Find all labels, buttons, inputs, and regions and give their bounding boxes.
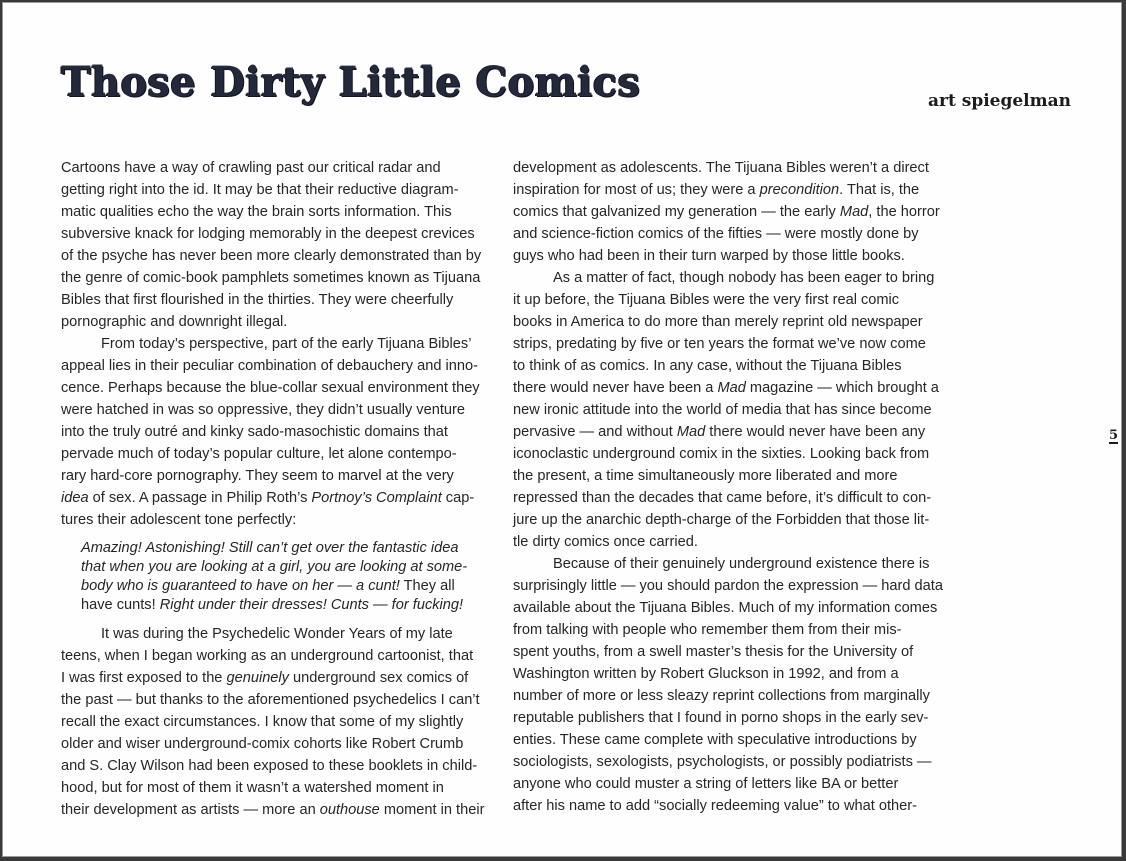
text-line: teens, when I began working as an underground cartoonist, that [61,648,474,664]
italic-text: Mad [676,424,706,440]
italic-text: that when you are looking at a girl, you are looking at some- [81,559,468,575]
text-line: jure up the anarchic depth-charge of the Forbidden that those lit- [513,512,930,528]
italic-text: body who is guaranteed to have on her — a cunt! [81,578,400,594]
text-line [513,421,943,443]
text-line [81,539,493,558]
text-line: older and wiser underground-comix cohorts like Robert Crumb [61,736,464,752]
text-line: from talking with people who remember them from their mis- [513,622,902,638]
text-line: available about the Tijuana Bibles. Much of my information comes [513,600,938,616]
text-line: after his name to add “socially redeeming value” to what other- [513,798,917,814]
text-line: repressed than the decades that came before, it’s difficult to con- [513,490,932,506]
text-line: into the truly outré and kinky sado-masochistic domains that [61,424,448,440]
text-line: the genre of comic-book pamphlets sometimes known as Tijuana [61,270,481,286]
text-run: I was first exposed to the [61,670,227,686]
text-line: sociologists, sexologists, psychologists, or possibly podiatrists — [513,754,932,770]
italic-text: genuinely [226,670,289,686]
text-run: , the horror [868,204,940,220]
text-line [513,179,943,201]
block-quote [81,539,493,615]
text-run: underground sex comics of [288,670,469,686]
text-line: appeal lies in their peculiar combination of debauchery and inno- [61,358,478,374]
text-line: strips, predating by five or ten years the format we’ve now come [513,336,926,352]
text-line: Bibles that first flourished in the thirties. They were cheerfully [61,292,454,308]
text-line [61,487,493,509]
text-line: reputable publishers that I found in porno shops in the early sev- [513,710,929,726]
text-line: development as adolescents. The Tijuana Bibles weren’t a direct [513,160,929,176]
italic-text: Mad [839,204,869,220]
text-line: of the psyche has never been more clearly demonstrated than by [61,248,482,264]
text-line [81,577,493,596]
text-run: of sex. A passage in Philip Roth’s [88,490,312,506]
left-column-continued [61,623,493,821]
text-line [81,596,493,615]
text-line [61,667,493,689]
text-line: tle dirty comics once carried. [513,534,698,550]
text-line [513,377,943,399]
text-line: Because of their genuinely underground existence there is [553,556,930,572]
book-page [2,2,1122,857]
italic-text: Mad [717,380,746,396]
italic-text: idea [61,490,89,506]
italic-text: Portnoy’s Complaint [311,490,442,506]
text-column-right [513,157,943,817]
text-line: guys who had been in their turn warped by those little books. [513,248,905,264]
left-column-body [61,157,493,531]
text-line: pervade much of today’s popular culture, let alone contempo- [61,446,457,462]
text-line: It was during the Psychedelic Wonder Years of my late [101,626,453,642]
text-run: . That is, the [839,182,920,198]
text-line: new ironic attitude into the world of media that has since become [513,402,932,418]
text-line: books in America to do more than merely reprint old newspaper [513,314,923,330]
author-byline: art spiegelman [928,91,1071,111]
text-line: surprisingly little — you should pardon the expression — hard data [513,578,943,594]
text-line [513,201,943,223]
italic-text: precondition [759,182,840,198]
text-line: From today’s perspective, part of the early Tijuana Bibles’ [101,336,472,352]
text-line: spent youths, from a swell master’s thesis for the University of [513,644,914,660]
text-run: moment in their [379,802,485,818]
text-line: pornographic and downright illegal. [61,314,288,330]
text-line: and science-fiction comics of the fifties — were mostly done by [513,226,919,242]
text-run: pervasive — and without [513,424,677,440]
text-run: magazine — which brought a [745,380,939,396]
text-line: Cartoons have a way of crawling past our critical radar and [61,160,441,176]
text-line: hood, but for most of them it wasn’t a watershed moment in [61,780,444,796]
text-line: subversive knack for lodging memorably in the deepest crevices [61,226,475,242]
text-run: there would never have been any [705,424,926,440]
text-line: matic qualities echo the way the brain sorts information. This [61,204,452,220]
italic-text: outhouse [319,802,380,818]
text-line: it up before, the Tijuana Bibles were the very first real comic [513,292,900,308]
text-run: there would never have been a [513,380,718,396]
text-run: cap- [441,490,475,506]
text-line: getting right into the id. It may be that their reductive diagram- [61,182,459,198]
text-line: anyone who could muster a string of letters like BA or better [513,776,899,792]
text-run: their development as artists — more an [61,802,320,818]
text-line: number of more or less sleazy reprint collections from marginally [513,688,930,704]
text-line: to think of as comics. In any case, without the Tijuana Bibles [513,358,902,374]
text-line [61,799,493,821]
text-run: comics that galvanized my generation — the early [513,204,840,220]
italic-text: Amazing! Astonishing! Still can’t get over the fantastic idea [81,540,459,556]
text-run: They all [399,578,455,594]
text-column-left [61,157,493,821]
text-line: the past — but thanks to the aforementioned psychedelics I can’t [61,692,480,708]
text-line: recall the exact circumstances. I know that some of my slightly [61,714,464,730]
text-run: inspiration for most of us; they were a [513,182,760,198]
text-line [81,558,493,577]
text-line: As a matter of fact, though nobody has been eager to bring [553,270,935,286]
text-line: and S. Clay Wilson had been exposed to these booklets in child- [61,758,478,774]
italic-text: Right under their dresses! Cunts — for fucking! [159,597,464,613]
text-line: Washington written by Robert Gluckson in 1992, and from a [513,666,899,682]
article-title: Those Dirty Little Comics [61,59,641,106]
text-line: enties. These came complete with speculative introductions by [513,732,917,748]
text-line: rary hard-core pornography. They seem to marvel at the very [61,468,454,484]
text-line: the present, a time simultaneously more liberated and more [513,468,898,484]
page-number: 5 [1109,428,1119,443]
text-line: cence. Perhaps because the blue-collar sexual environment they [61,380,480,396]
text-line: iconoclastic underground comix in the sixties. Looking back from [513,446,930,462]
text-run: have cunts! [81,597,160,613]
text-line: were hatched in was so oppressive, they didn’t usually venture [61,402,465,418]
text-line: tures their adolescent tone perfectly: [61,512,297,528]
right-column-body [513,157,943,817]
